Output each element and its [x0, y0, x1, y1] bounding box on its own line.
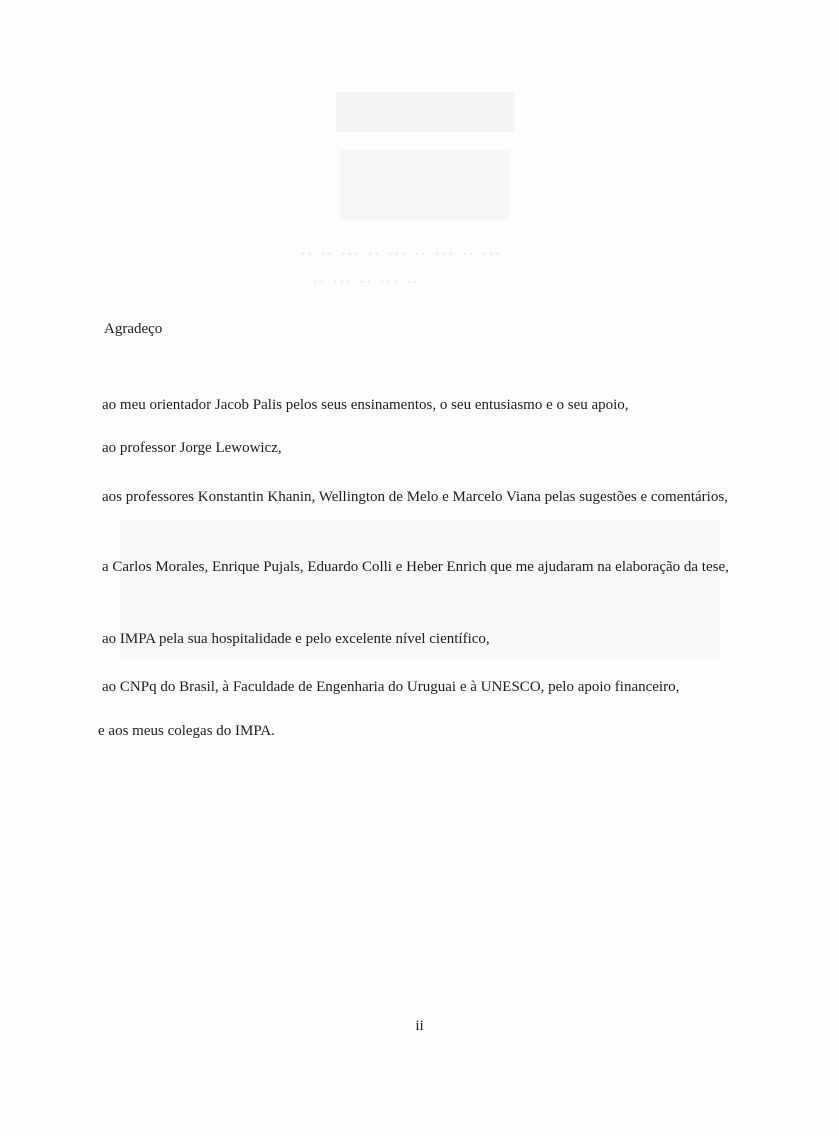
acknowledgement-paragraph: ao CNPq do Brasil, à Faculdade de Engenharia do Uruguai e à UNESCO, pelo apoio financeiro,	[102, 679, 680, 695]
show-through-text: ·· ·· ··· ·· ··· ·· ··· ·· ···	[300, 244, 502, 265]
page-number: ii	[415, 1018, 424, 1034]
acknowledgement-paragraph: ao IMPA pela sua hospitalidade e pelo excelente nível científico,	[102, 631, 490, 647]
acknowledgement-paragraph: ao professor Jorge Lewowicz,	[102, 440, 282, 456]
acknowledgements-heading: Agradeço	[104, 321, 163, 337]
show-through-block	[336, 92, 514, 132]
acknowledgement-paragraph: e aos meus colegas do IMPA.	[98, 723, 275, 739]
acknowledgement-paragraph: ao meu orientador Jacob Palis pelos seus ensinamentos, o seu entusiasmo e o seu apoio,	[102, 397, 629, 413]
show-through-text: ·· ··· ·· ··· ··	[312, 272, 420, 293]
show-through-block	[340, 150, 510, 220]
acknowledgement-paragraph: a Carlos Morales, Enrique Pujals, Eduardo Colli e Heber Enrich que me ajudaram na elaboração da tese,	[102, 559, 729, 575]
acknowledgement-paragraph: aos professores Konstantin Khanin, Wellington de Melo e Marcelo Viana pelas sugestões e comentários,	[102, 489, 728, 505]
